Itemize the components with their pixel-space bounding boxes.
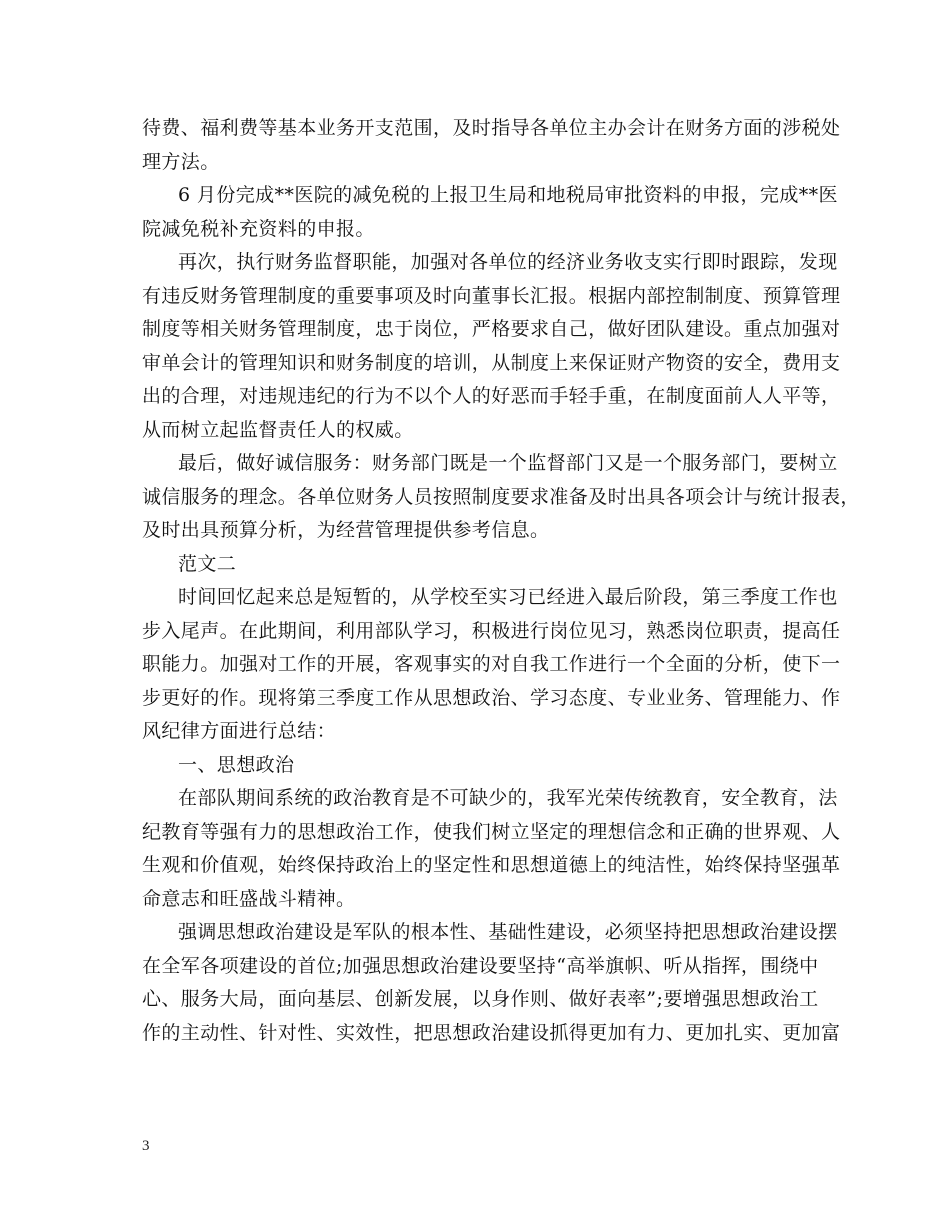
text-line: 命意志和旺盛战斗精神。 — [142, 887, 356, 910]
text-line: 待费、福利费等基本业务开支范围，及时指导各单位主办会计在财务方面的涉税处 — [142, 117, 841, 139]
text-line: 诚信服务的理念。各单位财务人员按照制度要求准备及时出具各项会计与统计报表， — [142, 485, 860, 508]
text-line: 出的合理，对违规违纪的行为不以个人的好恶而手轻手重，在制度面前人人平等， — [142, 385, 841, 407]
text-line: 作的主动性、针对性、实效性，把思想政治建设抓得更加有力、更加扎实、更加富 — [142, 1021, 841, 1044]
text-line: 职能力。加强对工作的开展，客观事实的对自我工作进行一个全面的分析，使下一 — [142, 653, 841, 675]
text-line: 强调思想政治建设是军队的根本性、基础性建设，必须坚持把思想政治建设摆 — [178, 921, 838, 943]
text-line: 及时出具预算分析，为经营管理提供参考信息。 — [142, 519, 550, 541]
page-number: 3 — [142, 1138, 150, 1154]
text-line: 院减免税补充资料的申报。 — [142, 217, 375, 240]
text-line: 审单会计的管理知识和财务制度的培训，从制度上来保证财产物资的安全，费用支 — [142, 351, 841, 374]
text-line: 范文二 — [178, 552, 237, 575]
text-line: 制度等相关财务管理制度，忠于岗位，严格要求自己，做好团队建设。重点加强对 — [142, 318, 841, 340]
text-line: 在全军各项建设的首位;加强思想政治建设要坚持“高举旗帜、听从指挥，围绕中 — [142, 954, 819, 977]
text-line: 步入尾声。在此期间，利用部队学习，积极进行岗位见习，熟悉岗位职责，提高任 — [142, 619, 841, 642]
document-body — [142, 112, 860, 1050]
text-line: 在部队期间系统的政治教育是不可缺少的，我军光荣传统教育，安全教育，法 — [178, 787, 838, 809]
text-line: 有违反财务管理制度的重要事项及时向董事长汇报。根据内部控制制度、预算管理 — [142, 284, 841, 307]
text-line: 理方法。 — [142, 150, 220, 173]
text-line: 从而树立起监督责任人的权威。 — [142, 418, 414, 441]
text-line: 心、服务大局，面向基层、创新发展，以身作则、做好表率”;要增强思想政治工 — [142, 988, 819, 1010]
text-line: 生观和价值观，始终保持政治上的坚定性和思想道德上的纯洁性，始终保持坚强革 — [142, 854, 841, 876]
text-line: 一、思想政治 — [178, 753, 295, 776]
text-line: 再次，执行财务监督职能，加强对各单位的经济业务收支实行即时跟踪，发现 — [178, 251, 838, 273]
text-line: 步更好的作。现将第三季度工作从思想政治、学习态度、专业业务、管理能力、作 — [142, 686, 841, 709]
text-line: 风纪律方面进行总结： — [142, 720, 337, 742]
text-line: 最后，做好诚信服务：财务部门既是一个监督部门又是一个服务部门，要树立 — [178, 452, 838, 474]
text-line: 时间回忆起来总是短暂的，从学校至实习已经进入最后阶段，第三季度工作也 — [178, 586, 838, 608]
text-line: 纪教育等强有力的思想政治工作，使我们树立坚定的理想信念和正确的世界观、人 — [142, 820, 841, 843]
text-line: 6 月份完成**医院的减免税的上报卫生局和地税局审批资料的申报，完成**医 — [178, 184, 838, 206]
